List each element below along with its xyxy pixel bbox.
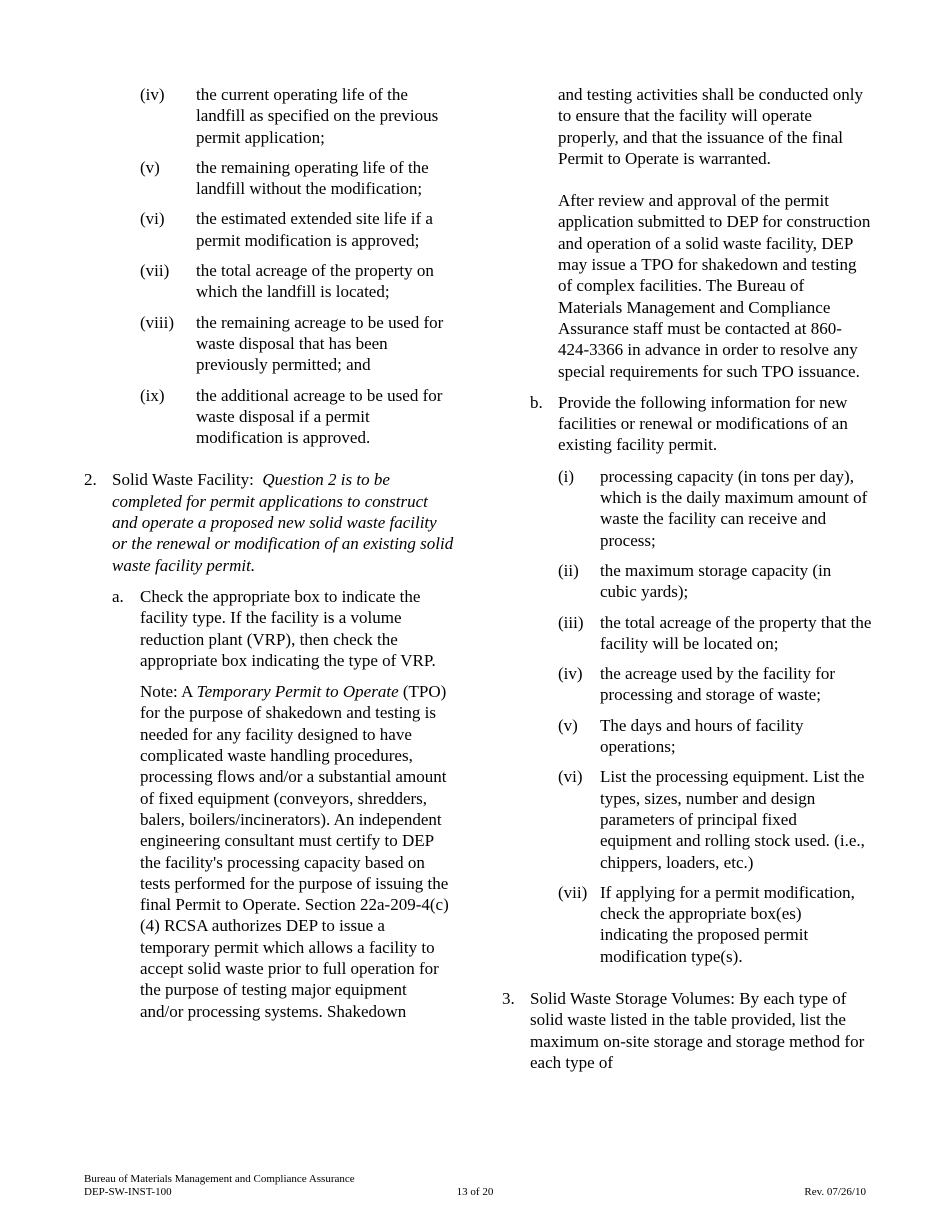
item-label: (iii) (558, 612, 584, 632)
item-text: the remaining acreage to be used for waste disposal that has been previously permitted; and (196, 312, 444, 375)
list-item-viii (140, 312, 454, 376)
item-label: b. (530, 392, 543, 412)
right-column (502, 84, 872, 1073)
item-text: Provide the following information for new facilities or renewal or modifications of an existing facility permit. (558, 392, 848, 455)
item-label: (ix) (140, 385, 165, 405)
item-text: the estimated extended site life if a permit modification is approved; (196, 209, 433, 250)
item-text: The days and hours of facility operations; (600, 715, 804, 757)
item-label: (iv) (558, 664, 583, 684)
item-text: the total acreage of the property on which the landfill is located; (196, 261, 434, 302)
list-item-iv (558, 663, 872, 706)
footer-form-id: DEP-SW-INST-100 (84, 1186, 172, 1198)
item-text: Check the appropriate box to indicate the facility type. If the facility is a volume reduction plant (VRP), then check the appropriate box indicating the type of VRP. (140, 586, 436, 670)
item-text: the additional acreage to be used for waste disposal if a permit modification is approved. (196, 385, 443, 448)
item-2a (112, 586, 454, 671)
list-item-iii (558, 612, 872, 655)
footer-page-number: 13 of 20 (456, 1186, 494, 1198)
section-2 (84, 469, 454, 575)
note-body: (TPO) for the purpose of shakedown and testing is needed for any facility designed to have complicated waste handling procedures, processing flows and/or a substantial amount of fixed equipment (conveyors, shredders, balers, boilers/incinerators). An independent engineering consultant must certify to DEP the facility's processing capacity based on tests performed for the purpose of issuing the final Permit to Operate. Section 22a-209-4(c)(4) RCSA authorizes DEP to issue a temporary permit which allows a facility to accept solid waste prior to full operation for the purpose of testing major equipment and/or processing systems. Shakedown (140, 682, 449, 1021)
section-number: 2. (84, 470, 97, 490)
item-text: the current operating life of the landfill as specified on the previous permit application; (196, 85, 439, 147)
list-item-ix (140, 385, 454, 449)
section-text: Solid Waste Storage Volumes: By each type of solid waste listed in the table provided, list the maximum on-site storage and storage method for each type of (530, 988, 865, 1072)
list-item-i (558, 466, 872, 551)
item-2b (530, 392, 872, 456)
list-item-vi (558, 766, 872, 872)
item-label: (v) (140, 157, 160, 177)
left-column (84, 84, 454, 1022)
item-label: (vii) (558, 882, 588, 902)
list-item-ii (558, 560, 872, 603)
item-label: (iv) (140, 85, 165, 104)
item-label: (i) (558, 466, 575, 486)
list-item-vii (558, 882, 872, 967)
item-label: (v) (558, 715, 578, 735)
item-text: the total acreage of the property that the facility will be located on; (600, 612, 872, 653)
list-item-vi (140, 208, 454, 251)
item-text: List the processing equipment. List the types, sizes, number and design parameters of principal fixed equipment and rolling stock used. (i.e., chippers, loaders, etc.) (600, 767, 865, 872)
item-text: If applying for a permit modification, check the appropriate box(es) indicating the proposed permit modification type(s). (600, 882, 855, 966)
item-label: (vii) (140, 261, 170, 281)
item-label: (vi) (140, 209, 165, 229)
item-text: processing capacity (in tons per day), which is the daily maximum amount of waste the facility can receive and process; (600, 466, 868, 550)
item-label: (viii) (140, 312, 174, 332)
section-heading (112, 469, 454, 575)
item-label: (ii) (558, 560, 579, 580)
item-label: (vi) (558, 767, 583, 787)
tpo-note (140, 681, 454, 1022)
section-3 (502, 988, 872, 1073)
item-text: the acreage used by the facility for processing and storage of waste; (600, 664, 836, 705)
note-term: Temporary Permit to Operate (196, 682, 399, 702)
list-item-v (140, 157, 454, 200)
note-prefix: Note: A (140, 682, 197, 702)
list-item-iv (140, 84, 454, 148)
section-number: 3. (502, 988, 515, 1008)
heading-instruction: Question 2 is to be completed for permit applications to construct and operate a proposed new solid waste facility or the renewal or modification of an existing solid waste facility permit. (112, 470, 454, 575)
footer-bureau: Bureau of Materials Management and Compliance Assurance (84, 1173, 355, 1185)
heading-text: Solid Waste Facility: (112, 470, 254, 490)
item-label: a. (112, 586, 124, 606)
item-text: the maximum storage capacity (in cubic yards); (600, 560, 832, 602)
list-item-vii (140, 260, 454, 303)
list-item-v (558, 715, 872, 758)
tpo-paragraph: After review and approval of the permit application submitted to DEP for construction and operation of a solid waste facility, DEP may issue a TPO for shakedown and testing of complex facilities. The Bureau of Materials Management and Compliance Assurance staff must be contacted at 860-424-3366 in advance in order to resolve any special requirements for such TPO issuance. (558, 191, 871, 381)
item-text: the remaining operating life of the landfill without the modification; (196, 157, 429, 199)
tpo-note-continued: and testing activities shall be conducted only to ensure that the facility will operate properly, and that the issuance of the final Permit to Operate is warranted. (558, 85, 863, 168)
footer-revision: Rev. 07/26/10 (804, 1186, 866, 1198)
